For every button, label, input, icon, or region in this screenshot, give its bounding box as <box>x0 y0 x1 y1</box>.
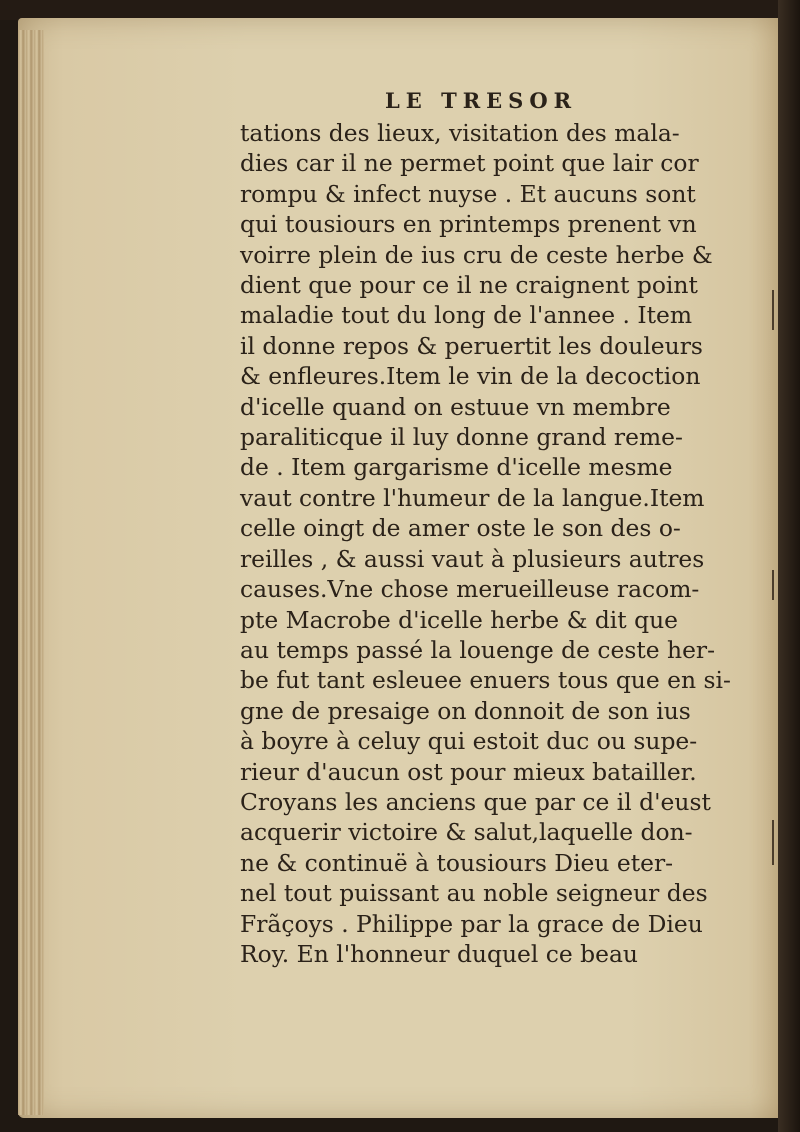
text-line: voirre plein de ius cru de ceste herbe & <box>240 240 713 269</box>
text-line: gne de presaige on donnoit de son ius <box>240 696 691 725</box>
text-line: il donne repos & peruertit les douleurs <box>240 331 703 360</box>
text-line: tations des lieux, visitation des mala- <box>240 119 680 147</box>
text-line: à boyre à celuy qui estoit duc ou supe- <box>240 727 698 756</box>
binding-edge <box>778 0 800 1132</box>
text-line: reilles , & aussi vaut à plusieurs autres <box>240 544 705 573</box>
text-line: acquerir victoire & salut,laquelle don- <box>240 818 693 847</box>
margin-marks <box>760 270 778 890</box>
margin-mark <box>772 570 774 600</box>
page-text <box>240 118 740 969</box>
text-line: be fut tant esleuee enuers tous que en si- <box>240 666 731 695</box>
text-line: maladie tout du long de l'annee . Item <box>240 301 693 330</box>
text-line: ne & continuë à tousiours Dieu eter- <box>240 848 674 877</box>
text-line: de . Item gargarisme d'icelle mesme <box>240 453 673 482</box>
text-line: & enfleures.Item le vin de la decoction <box>240 362 701 391</box>
text-line: rieur d'aucun ost pour mieux batailler. <box>240 757 697 786</box>
text-line: au temps passé la louenge de ceste her- <box>240 635 715 664</box>
margin-mark <box>772 290 774 330</box>
text-line: Frãçoys . Philippe par la grace de Dieu <box>240 909 703 938</box>
text-line: rompu & infect nuyse . Et aucuns sont <box>240 179 696 208</box>
text-line: Roy. En l'honneur duquel ce beau <box>240 939 638 968</box>
text-line: vaut contre l'humeur de la langue.Item <box>240 483 705 512</box>
page-edges <box>18 30 44 1115</box>
text-line: pte Macrobe d'icelle herbe & dit que <box>240 605 678 634</box>
text-line: d'icelle quand on estuue vn membre <box>240 392 671 421</box>
text-line: nel tout puissant au noble seigneur des <box>240 879 708 908</box>
text-line: Croyans les anciens que par ce il d'eust <box>240 787 711 816</box>
text-line: celle oingt de amer oste le son des o- <box>240 514 681 543</box>
running-head: LE TRESOR <box>385 88 578 113</box>
scan-background-top <box>0 0 800 20</box>
text-line: qui tousiours en printemps prenent vn <box>240 210 697 239</box>
margin-mark <box>772 820 774 865</box>
text-line: causes.Vne chose merueilleuse racom- <box>240 575 700 604</box>
text-line: dies car il ne permet point que lair cor <box>240 149 699 178</box>
text-line: paraliticque il luy donne grand reme- <box>240 423 683 452</box>
text-line: dient que pour ce il ne craignent point <box>240 271 698 300</box>
